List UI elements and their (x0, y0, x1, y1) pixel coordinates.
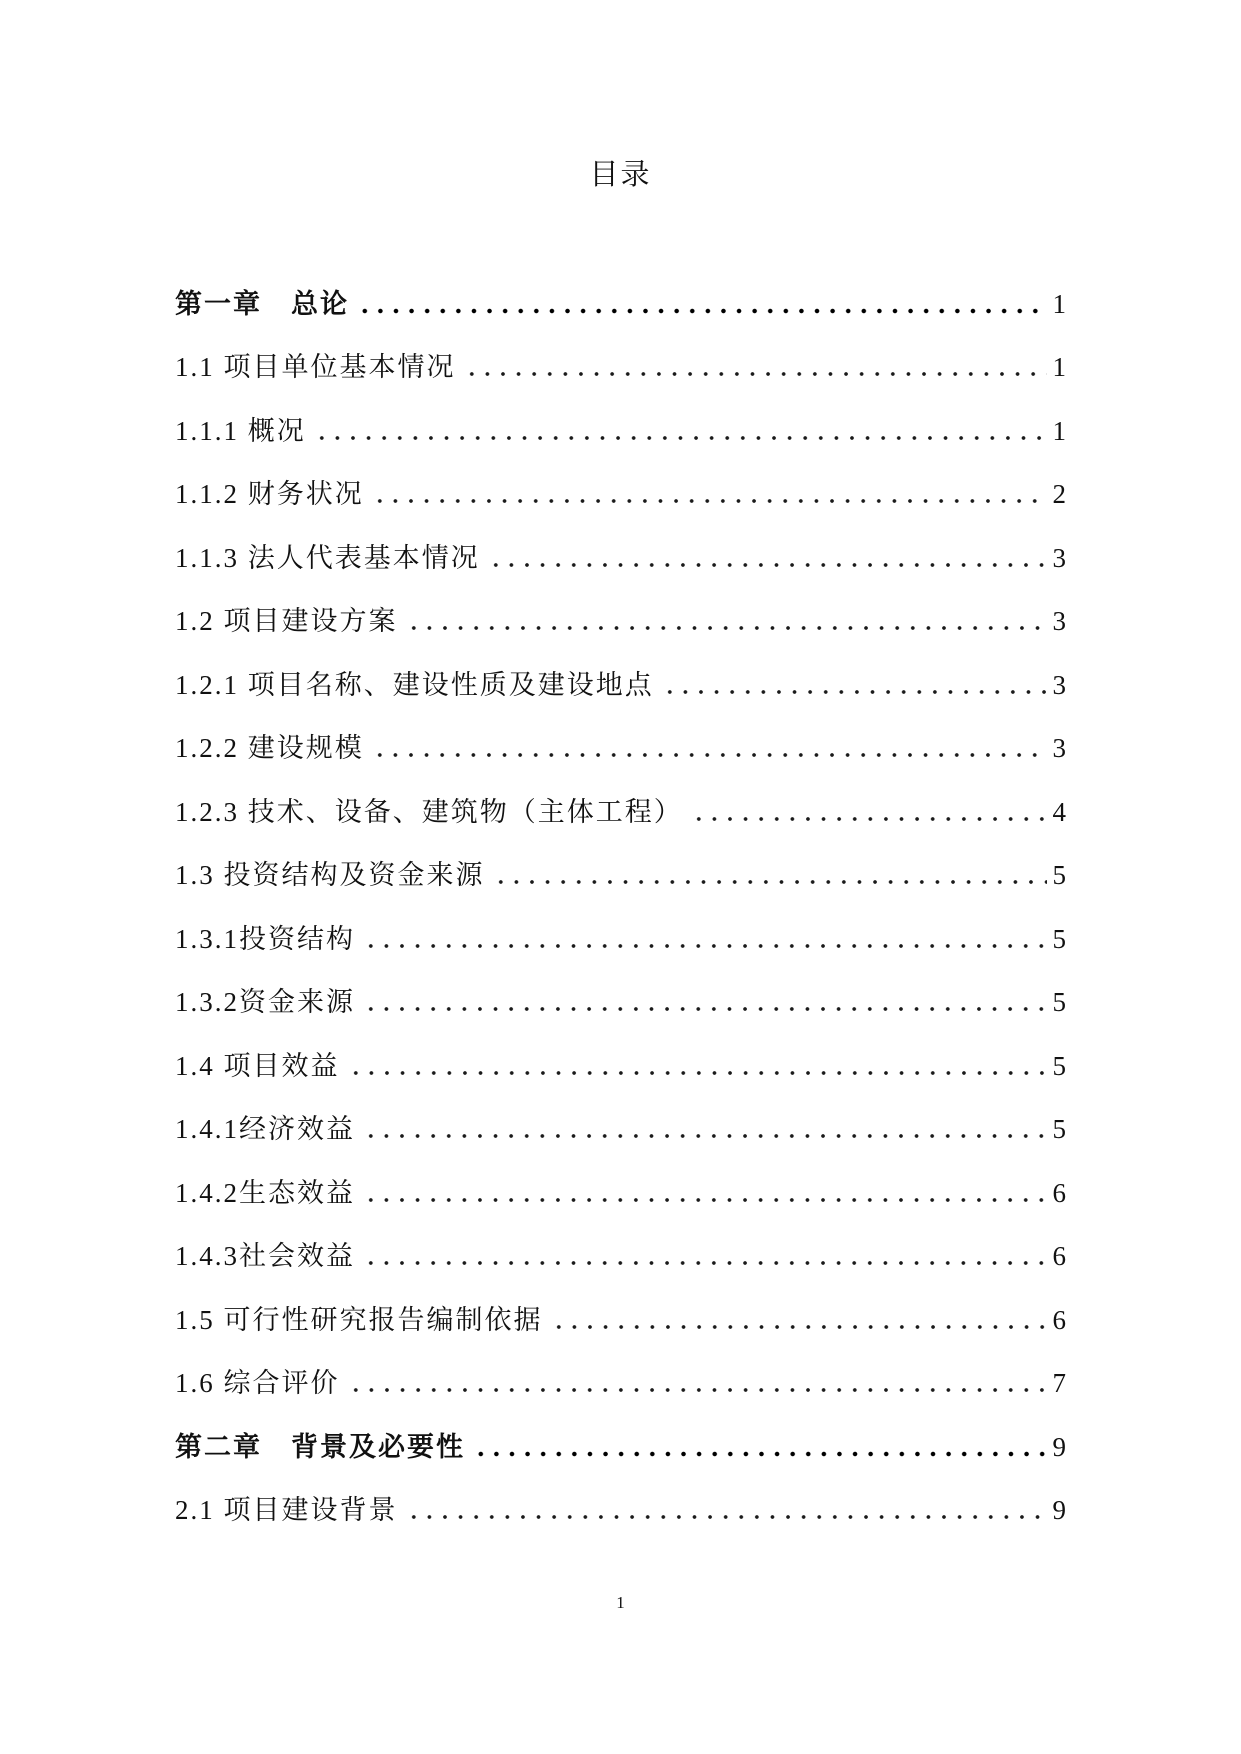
footer-page-number: 1 (616, 1593, 625, 1612)
toc-entry-label: 1.2.1 项目名称、建设性质及建设地点 (175, 669, 654, 700)
dot-leader (372, 479, 1047, 509)
dot-leader (406, 606, 1047, 636)
dot-leader (473, 1432, 1047, 1462)
toc-entry-page-number: 3 (1052, 606, 1066, 637)
toc-section-entry (175, 1288, 1066, 1352)
toc-section-entry (175, 717, 1066, 781)
dot-leader (691, 797, 1047, 827)
toc-entry-label: 1.1.3 法人代表基本情况 (175, 542, 480, 573)
toc-entry-page-number: 5 (1052, 923, 1066, 954)
page-title: 目录 (589, 159, 652, 191)
toc-section-entry (175, 1225, 1066, 1289)
dot-leader (314, 416, 1047, 446)
toc-section-entry (175, 526, 1066, 590)
toc-entry-label: 1.2.2 建设规模 (175, 733, 364, 764)
toc-section-entry (175, 780, 1066, 844)
dot-leader (363, 1114, 1047, 1144)
dot-leader (357, 289, 1047, 319)
toc-section-entry (175, 336, 1066, 400)
toc-entry-label: 1.2.3 技术、设备、建筑物（主体工程） (175, 796, 683, 827)
dot-leader (363, 924, 1047, 954)
toc-entry-page-number: 3 (1052, 669, 1066, 700)
toc-section-entry (175, 463, 1066, 527)
dot-leader (372, 733, 1047, 763)
dot-leader (363, 987, 1047, 1017)
toc-entry-label: 1.3 投资结构及资金来源 (175, 860, 485, 891)
toc-chapter-entry (175, 272, 1066, 336)
dot-leader (348, 1051, 1047, 1081)
toc-entry-label: 1.6 综合评价 (175, 1368, 340, 1399)
toc-entry-label: 2.1 项目建设背景 (175, 1495, 398, 1526)
dot-leader (348, 1368, 1047, 1398)
toc-entry-label: 1.1 项目单位基本情况 (175, 352, 456, 383)
toc-entry-label: 第二章 背景及必要性 (175, 1431, 465, 1462)
toc-entry-label: 1.2 项目建设方案 (175, 606, 398, 637)
toc-entry-page-number: 4 (1052, 796, 1066, 827)
toc-entry-label: 1.4.3社会效益 (175, 1241, 355, 1272)
toc-entry-page-number: 3 (1052, 733, 1066, 764)
toc-entry-label: 1.4.1经济效益 (175, 1114, 355, 1145)
toc-entry-page-number: 7 (1052, 1368, 1066, 1399)
toc-entry-page-number: 6 (1052, 1304, 1066, 1335)
toc-entry-page-number: 2 (1052, 479, 1066, 510)
toc-section-entry (175, 590, 1066, 654)
toc-entry-label: 1.5 可行性研究报告编制依据 (175, 1304, 543, 1335)
dot-leader (464, 352, 1047, 382)
toc-section-entry (175, 653, 1066, 717)
toc-entry-page-number: 9 (1052, 1495, 1066, 1526)
toc-section-entry (175, 1161, 1066, 1225)
toc-section-entry (175, 971, 1066, 1035)
toc-section-entry (175, 844, 1066, 908)
toc-entry-page-number: 6 (1052, 1241, 1066, 1272)
toc-section-entry (175, 907, 1066, 971)
toc-entry-page-number: 6 (1052, 1177, 1066, 1208)
toc-entry-page-number: 3 (1052, 542, 1066, 573)
toc-entry-label: 1.4 项目效益 (175, 1050, 340, 1081)
toc-entry-page-number: 1 (1052, 415, 1066, 446)
toc-entry-page-number: 5 (1052, 1114, 1066, 1145)
toc-entry-page-number: 5 (1052, 860, 1066, 891)
toc-entry-page-number: 1 (1052, 352, 1066, 383)
toc-entry-page-number: 1 (1052, 288, 1066, 319)
table-of-contents (175, 272, 1066, 1542)
toc-section-entry (175, 1098, 1066, 1162)
dot-leader (363, 1178, 1047, 1208)
toc-entry-label: 1.4.2生态效益 (175, 1177, 355, 1208)
toc-section-entry (175, 1352, 1066, 1416)
toc-entry-page-number: 9 (1052, 1431, 1066, 1462)
dot-leader (662, 670, 1047, 700)
toc-chapter-entry (175, 1415, 1066, 1479)
toc-entry-label: 1.1.2 财务状况 (175, 479, 364, 510)
toc-entry-label: 1.1.1 概况 (175, 415, 306, 446)
dot-leader (493, 860, 1047, 890)
toc-entry-label: 1.3.2资金来源 (175, 987, 355, 1018)
dot-leader (551, 1305, 1047, 1335)
toc-entry-label: 1.3.1投资结构 (175, 923, 355, 954)
toc-section-entry (175, 1034, 1066, 1098)
toc-entry-page-number: 5 (1052, 1050, 1066, 1081)
toc-section-entry (175, 1479, 1066, 1543)
toc-entry-page-number: 5 (1052, 987, 1066, 1018)
dot-leader (488, 543, 1047, 573)
toc-entry-label: 第一章 总论 (175, 288, 349, 319)
toc-section-entry (175, 399, 1066, 463)
dot-leader (363, 1241, 1047, 1271)
dot-leader (406, 1495, 1047, 1525)
